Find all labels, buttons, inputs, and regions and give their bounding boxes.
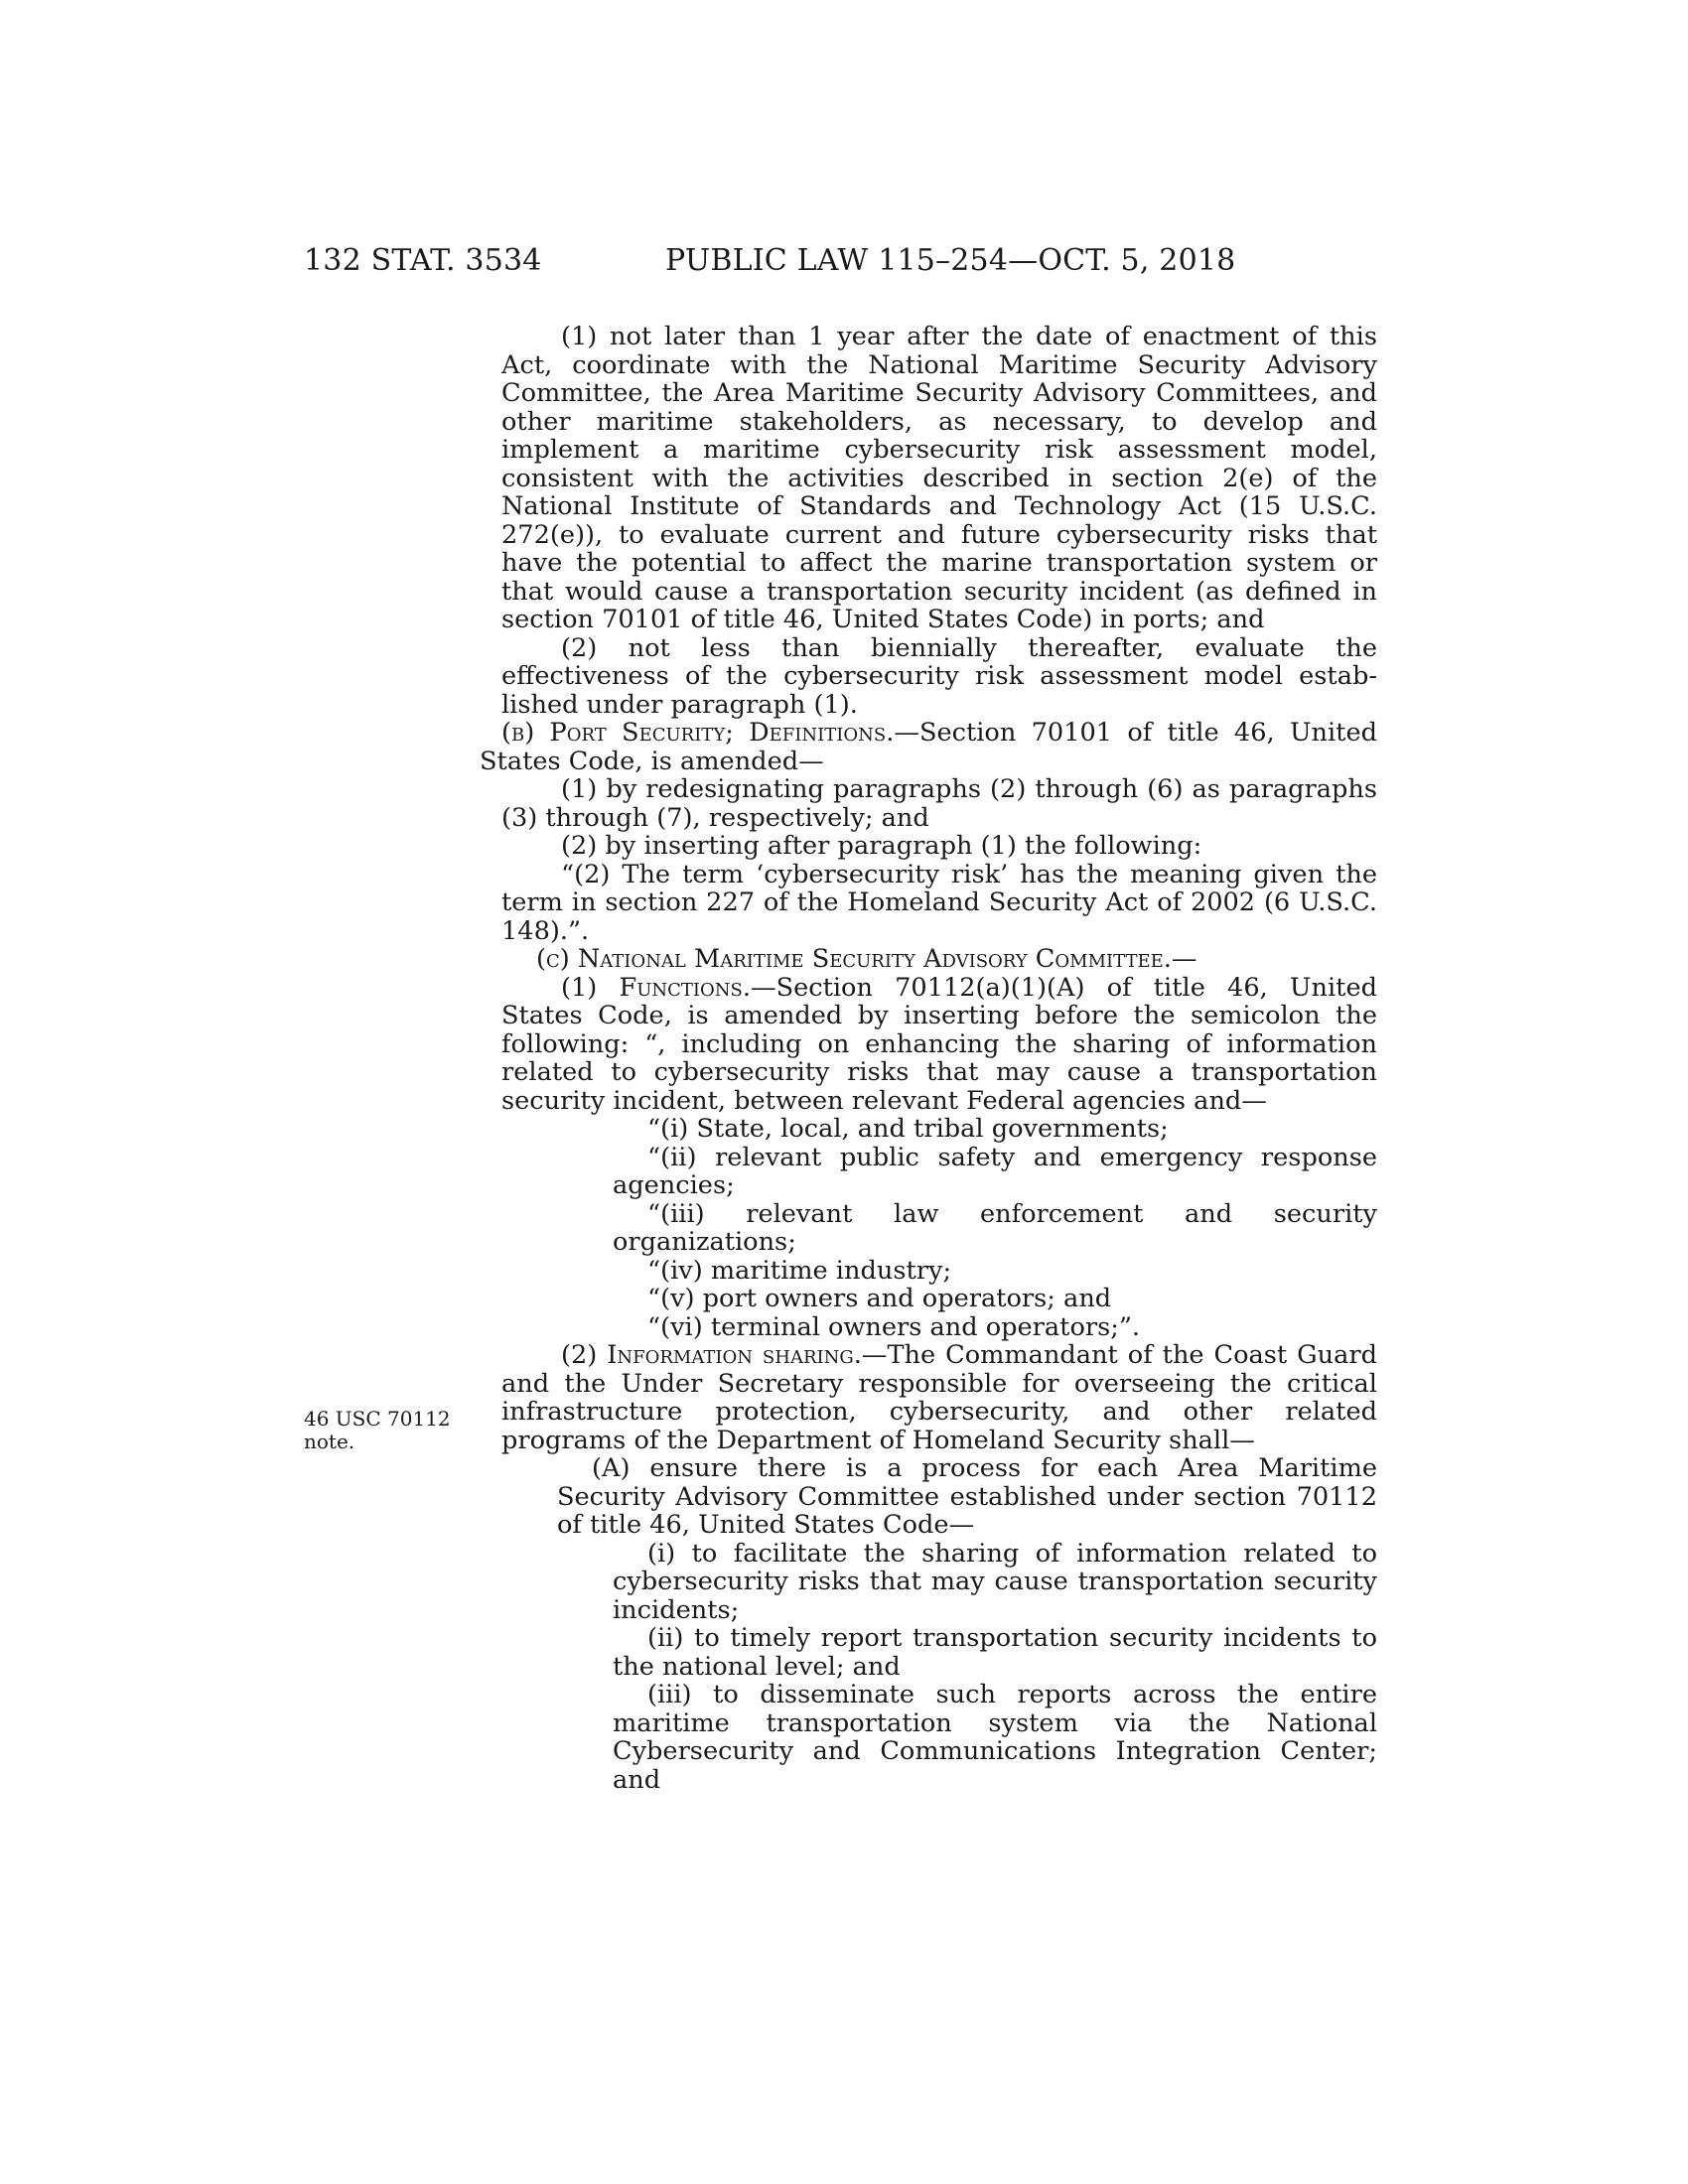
information-sharing-text: —The Commandant of the Coast Guard and the Under Secretary responsible for overseeing the critical infrastructure protection, cybersecurity, and other related programs of the Department of Homeland Security shall—	[501, 1340, 1377, 1455]
subsection-c-paragraph-1	[501, 974, 1377, 1116]
information-sharing-heading: (2) Information sharing.	[561, 1340, 862, 1370]
functions-heading: (1) Functions.	[561, 972, 751, 1003]
subparagraph-A-clause-ii-text: (ii) to timely report transportation security incidents to the national level; and	[613, 1623, 1377, 1682]
subsection-b-quoted-definition: “(2) The term ‘cybersecurity risk’ has the meaning given the term in section 227 of the Homeland Security Act of 2002 (6 U.S.C. 148).”.	[501, 859, 1377, 946]
subsection-b-heading: (b) Port Security; Definitions.	[501, 718, 895, 748]
margin-note-citation: 46 USC 70112	[304, 1407, 451, 1431]
subparagraph-A-clause-iii-text: (iii) to disseminate such reports across the entire maritime transportation system via the National Cybersecurity and Communications Integration Center; and	[613, 1680, 1377, 1795]
statute-text-column	[480, 322, 1377, 1795]
clause-v-text: “(v) port owners and operators; and	[647, 1284, 1112, 1313]
functions-text: —Section 70112(a)(1)(A) of title 46, United States Code, is amended by inserting before the semicolon the following: “, including on enhancing the sharing of information related to cybersecurity risks that may cause a transportation security incident, between relevant Federal agencies and—	[501, 972, 1377, 1116]
subsection-b-text: —Section 70101 of title 46, United States Code, is amended—	[480, 718, 1377, 776]
page-running-title: PUBLIC LAW 115–254—OCT. 5, 2018	[665, 243, 1236, 278]
subsection-b-item-2: (2) by inserting after paragraph (1) the following:	[561, 831, 1202, 861]
clause-i	[501, 1115, 1377, 1144]
subsection-c-paragraph-2	[501, 1341, 1377, 1454]
clause-ii	[501, 1144, 1377, 1200]
clause-iii-text: “(iii) relevant law enforcement and security organizations;	[613, 1198, 1377, 1257]
subparagraph-A-clause-i	[501, 1540, 1377, 1625]
margin-note-label: note.	[304, 1430, 355, 1453]
clause-i-text: “(i) State, local, and tribal governments;	[647, 1114, 1169, 1144]
paragraph-1: (1) not later than 1 year after the date of enactment of this Act, coordinate with the National Maritime Security Advisory Committee, the Area Maritime Security Advisory Committees, and other maritime stakeholders, as necessary, to develop and implement a maritime cybersecurity risk assessment model, consistent with the activities described in section 2(e) of the National Institute of Standards and Technology Act (15 U.S.C. 272(e)), to evaluate current and future cybersecurity risks that have the potential to affect the marine transportation system or that would cause a transportation security incident (as defined in section 70101 of title 46, United States Code) in ports; and	[501, 322, 1377, 634]
subparagraph-A-clause-iii	[501, 1681, 1377, 1794]
subsection-c-heading-text: (c) National Maritime Security Advisory Committee.—	[536, 944, 1197, 974]
clause-v	[501, 1285, 1377, 1313]
clause-vi-text: “(vi) terminal owners and operators;”.	[647, 1311, 1141, 1342]
clause-iii	[501, 1200, 1377, 1257]
subparagraph-A-clause-ii	[501, 1624, 1377, 1681]
subsection-c-heading	[501, 945, 1377, 974]
clause-iv-text: “(iv) maritime industry;	[647, 1255, 952, 1286]
clause-ii-text: “(ii) relevant public safety and emergency response agencies;	[613, 1142, 1377, 1200]
subparagraph-A-clause-i-text: (i) to facilitate the sharing of information related to cybersecurity risks that may cause transportation security incidents;	[613, 1538, 1377, 1625]
subparagraph-A-text: (A) ensure there is a process for each Area Maritime Security Advisory Committee established under section 70112 of title 46, United States Code—	[557, 1453, 1377, 1540]
clause-iv	[501, 1257, 1377, 1286]
clause-vi	[501, 1313, 1377, 1342]
statute-page-number: 132 STAT. 3534	[304, 243, 542, 278]
paragraph-2: (2) not less than biennially thereafter, evaluate the effectiveness of the cybersecurity risk assessment model established under paragraph (1).	[501, 632, 1377, 720]
subsection-b-item-1: (1) by redesignating paragraphs (2) through (6) as paragraphs (3) through (7), respectively; and	[501, 774, 1377, 833]
margin-note	[304, 1408, 463, 1453]
subsection-b	[480, 719, 1377, 775]
subparagraph-A	[501, 1454, 1377, 1540]
